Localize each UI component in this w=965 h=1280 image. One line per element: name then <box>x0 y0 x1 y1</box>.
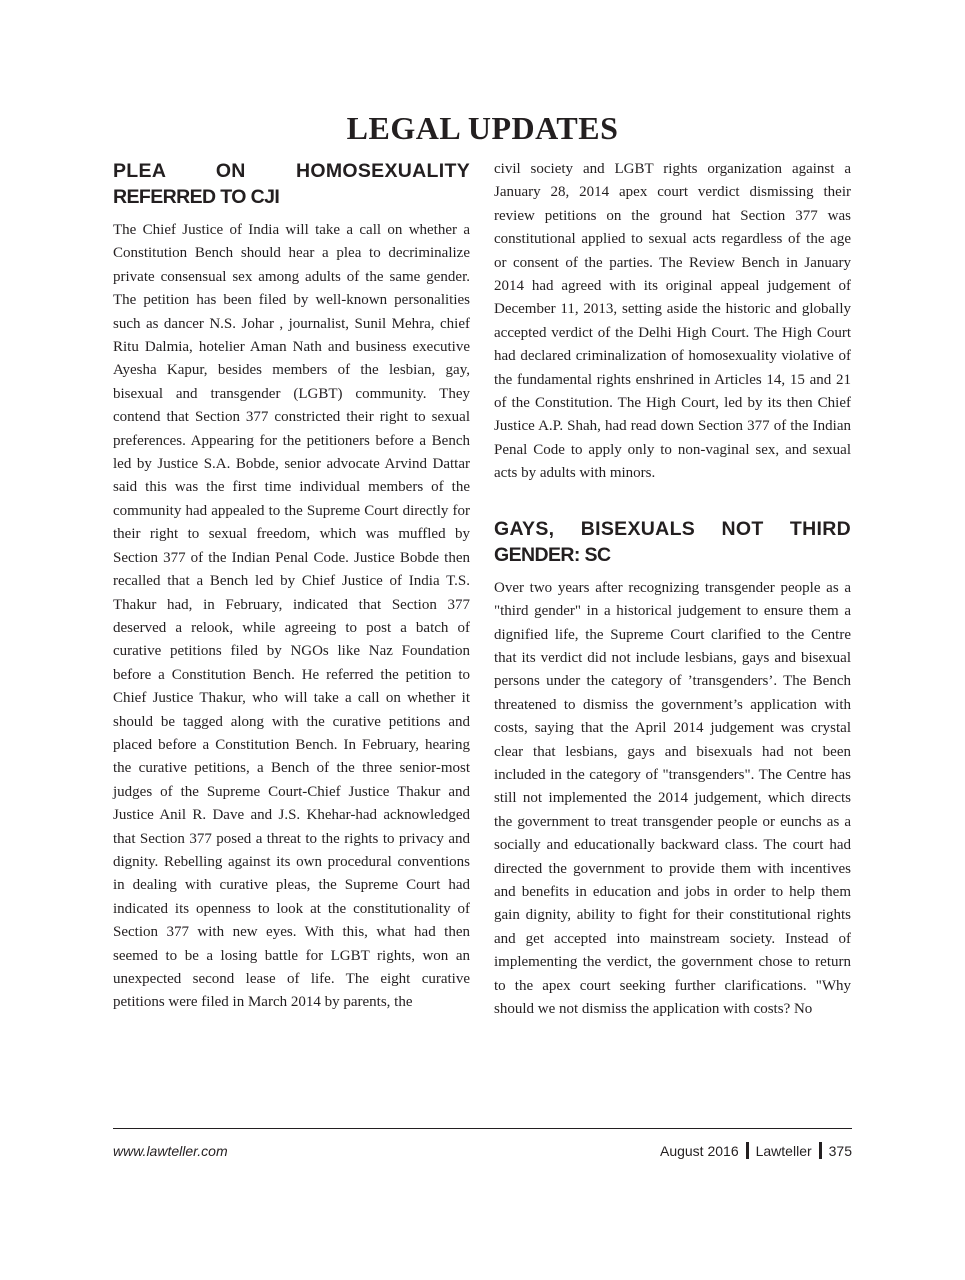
page-footer <box>113 1142 852 1159</box>
left-column <box>113 158 470 1015</box>
section-spacer <box>494 486 851 516</box>
article-heading-plea-on-homosexuality <box>113 158 470 210</box>
heading-line-2: GENDER: SC <box>494 543 611 566</box>
website-link[interactable]: www.lawteller.com <box>113 1142 228 1159</box>
article-body-plea-on-homosexuality: The Chief Justice of India will take a call on whether a Constitution Bench should hear a plea to decriminalize private consensual sex among adults of the same gender. The petition has been filed by well-known personalities such as dancer N.S. Johar , journalist, Sunil Mehra, chief Ritu Dalmia, hotelier Aman Nath and business executive Ayesha Kapur, besides members of the lesbian, gay, bisexual and transgender (LGBT) community. They contend that Section 377 constricted their right to sexual preferences. Appearing for the petitioners before a Bench led by Justice S.A. Bobde, senior advocate Arvind Dattar said this was the first time individual members of the community had appealed to the Supreme Court directly for their right to sexual freedom, which was muffled by Section 377 of the Indian Penal Code. Justice Bobde then recalled that a Bench led by Chief Justice of India T.S. Thakur had, in February, indicated that Section 377 deserved a relook, while agreeing to post a batch of curative petitions filed by NGOs like Naz Foundation before a Constitution Bench. He referred the petition to Chief Justice Thakur, who will take a call on whether it should be tagged along with the curative petitions and placed before a Constitution Bench. In February, hearing the curative petitions, a Bench of the three senior-most judges of the Supreme Court-Chief Justice Thakur and Justice Anil R. Dave and J.S. Khehar-had acknowledged that Section 377 posed a threat to the rights to privacy and dignity. Rebelling against its own procedural conventions in dealing with curative pleas, the Supreme Court had indicated its openness to look at the constitutionality of Section 377 with new eyes. With this, what had then seemed to be a losing battle for LGBT rights, won an unexpected second lease of life. The eight curative petitions were filed in March 2014 by parents, the <box>113 222 470 1011</box>
issue-date: August 2016 <box>659 1142 739 1159</box>
footer-separator <box>819 1142 822 1159</box>
magazine-name: Lawteller <box>755 1142 812 1159</box>
heading-line-1: GAYS, BISEXUALS NOT THIRD <box>494 517 851 540</box>
article-body-gays-bisexuals: Over two years after recognizing transgender people as a "third gender" in a historical judgement to ensure them a dignified life, the Supreme Court clarified to the Centre that its verdict did not include lesbians, gays and bisexual persons under the category of ’transgenders’. The Bench threatened to dismiss the government’s application with costs, saying that the April 2014 judgement was crystal clear that lesbians, gays and bisexuals had not been included in the category of "transgenders". The Centre has still not implemented the 2014 judgement, which directs the government to treat transgender people or eunchs as a socially and educationally backward class. The court had directed the government to provide them with incentives and benefits in education and jobs in order to help them gain dignity, ability to fight for their constitutional rights and get accepted into mainstream society. Instead of implementing the verdict, the government chose to return to the apex court seeking further clarifications. "Why should we not dismiss the application with costs? No <box>494 579 851 1017</box>
footer-separator <box>746 1142 749 1159</box>
footer-issue-info <box>660 1142 852 1159</box>
article-heading-gays-bisexuals <box>494 516 851 568</box>
page-title: LEGAL UPDATES <box>346 110 619 146</box>
right-column <box>494 158 851 1021</box>
page-number: 375 <box>828 1142 852 1159</box>
article-body-continued: civil society and LGBT rights organization against a January 28, 2014 apex court verdict dismissing their review petitions on the ground hat Section 377 was constitutional applied to sexual acts regardless of the age or consent of the parties. The Review Bench in January 2014 had agreed with its original appeal judgement of December 11, 2013, setting aside the historic and globally accepted verdict of the Delhi High Court. The High Court had declared criminalization of homosexuality violative of the fundamental rights enshrined in Articles 14, 15 and 21 of the Constitution. The High Court, led by its then Chief Justice A.P. Shah, had read down Section 377 of the Indian Penal Code to apply only to non-vaginal sex, and sexual acts by adults with minors. <box>494 161 851 482</box>
footer-divider <box>113 1128 852 1129</box>
heading-line-1: PLEA ON HOMOSEXUALITY <box>113 160 470 182</box>
heading-line-2: REFERRED TO CJI <box>113 186 280 208</box>
